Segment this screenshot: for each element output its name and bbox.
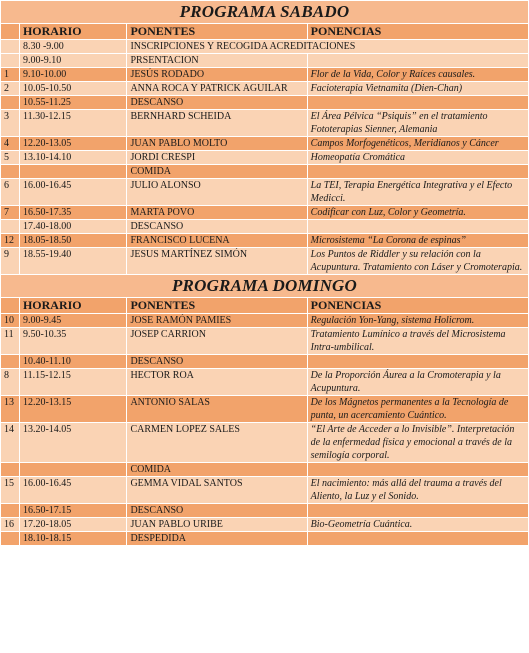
session-number: 2: [1, 82, 20, 96]
speaker-name: MARTA POVO: [127, 206, 307, 220]
session-number: 12: [1, 234, 20, 248]
sunday-banner: [1, 275, 529, 298]
talk-title: Regulación Yon-Yang, sistema Holicrom.: [307, 314, 528, 328]
header-ponencias: PONENCIAS: [307, 24, 528, 40]
program-row: [1, 396, 529, 423]
session-time: [19, 165, 126, 179]
session-number: [1, 54, 20, 68]
session-number: [1, 220, 20, 234]
session-time: 18.10-18.15: [19, 532, 126, 546]
talk-title: De los Mágnetos permanentes a la Tecnología de punta, un acercamiento Cuántico.: [307, 396, 528, 423]
speaker-name: DESCANSO: [127, 504, 307, 518]
program-row: [1, 477, 529, 504]
session-time: 10.55-11.25: [19, 96, 126, 110]
header-num: [1, 298, 20, 314]
session-number: 13: [1, 396, 20, 423]
session-time: 11.30-12.15: [19, 110, 126, 137]
talk-title: Bio-Geometría Cuántica.: [307, 518, 528, 532]
program-row: [1, 248, 529, 275]
speaker-name: FRANCISCO LUCENA: [127, 234, 307, 248]
header-horario: HORARIO: [19, 298, 126, 314]
speaker-name: DESCANSO: [127, 220, 307, 234]
program-row: [1, 463, 529, 477]
session-time: 18.05-18.50: [19, 234, 126, 248]
speaker-name: JUAN PABLO URIBE: [127, 518, 307, 532]
talk-title: Flor de la Vida, Color y Raíces causales.: [307, 68, 528, 82]
session-time: 11.15-12.15: [19, 369, 126, 396]
speaker-name: JOSE RAMÓN PAMIES: [127, 314, 307, 328]
program-row: [1, 220, 529, 234]
program-row: [1, 151, 529, 165]
session-number: 6: [1, 179, 20, 206]
header-ponencias: PONENCIAS: [307, 298, 528, 314]
talk-title: [307, 504, 528, 518]
speaker-name: ANNA ROCA Y PATRICK AGUILAR: [127, 82, 307, 96]
session-number: 16: [1, 518, 20, 532]
saturday-header-row: [1, 24, 529, 40]
speaker-name: COMIDA: [127, 165, 307, 179]
session-time: 10.05-10.50: [19, 82, 126, 96]
header-horario: HORARIO: [19, 24, 126, 40]
session-time: 13.10-14.10: [19, 151, 126, 165]
program-row: [1, 110, 529, 137]
sunday-section: [1, 275, 529, 546]
talk-title: De la Proporción Áurea a la Cromoterapia y la Acupuntura.: [307, 369, 528, 396]
session-number: 4: [1, 137, 20, 151]
session-time: 18.55-19.40: [19, 248, 126, 275]
speaker-name: JORDI CRESPI: [127, 151, 307, 165]
program-row: [1, 82, 529, 96]
program-row: [1, 355, 529, 369]
speaker-name: CARMEN LOPEZ SALES: [127, 423, 307, 463]
speaker-name: JUAN PABLO MOLTO: [127, 137, 307, 151]
session-time: 16.50-17.15: [19, 504, 126, 518]
saturday-banner: [1, 1, 529, 24]
program-row: [1, 165, 529, 179]
session-time: 9.50-10.35: [19, 328, 126, 355]
speaker-name: GEMMA VIDAL SANTOS: [127, 477, 307, 504]
session-time: 9.10-10.00: [19, 68, 126, 82]
speaker-name: COMIDA: [127, 463, 307, 477]
speaker-name: DESCANSO: [127, 355, 307, 369]
session-number: 14: [1, 423, 20, 463]
session-number: [1, 165, 20, 179]
sunday-title: PROGRAMA DOMINGO: [1, 275, 529, 298]
session-number: 9: [1, 248, 20, 275]
session-time: 16.00-16.45: [19, 477, 126, 504]
talk-title: La TEI, Terapia Energética Integrativa y el Efecto Medicci.: [307, 179, 528, 206]
talk-title: Homeopatía Cromática: [307, 151, 528, 165]
program-row: [1, 206, 529, 220]
program-row: [1, 532, 529, 546]
program-row: [1, 518, 529, 532]
session-number: 8: [1, 369, 20, 396]
talk-title: Los Puntos de Riddler y su relación con la Acupuntura. Tratamiento con Láser y Cromoterapia.: [307, 248, 528, 275]
program-row: [1, 314, 529, 328]
talk-title: Codificar con Luz, Color y Geometría.: [307, 206, 528, 220]
session-time: 13.20-14.05: [19, 423, 126, 463]
session-time: 8.30 -9.00: [19, 40, 126, 54]
talk-title: [307, 355, 528, 369]
program-row: [1, 54, 529, 68]
saturday-section: [1, 1, 529, 275]
program-row: [1, 328, 529, 355]
session-time: 12.20-13.15: [19, 396, 126, 423]
speaker-name: INSCRIPCIONES Y RECOGIDA ACREDITACIONES: [127, 40, 529, 54]
session-time: 10.40-11.10: [19, 355, 126, 369]
session-time: 12.20-13.05: [19, 137, 126, 151]
session-time: [19, 463, 126, 477]
program-row: [1, 137, 529, 151]
speaker-name: HECTOR ROA: [127, 369, 307, 396]
talk-title: Campos Morfogenéticos, Meridianos y Cáncer: [307, 137, 528, 151]
talk-title: [307, 463, 528, 477]
session-number: [1, 532, 20, 546]
talk-title: [307, 96, 528, 110]
session-time: 17.40-18.00: [19, 220, 126, 234]
program-row: [1, 504, 529, 518]
saturday-title: PROGRAMA SABADO: [1, 1, 529, 24]
speaker-name: ANTONIO SALAS: [127, 396, 307, 423]
session-number: 7: [1, 206, 20, 220]
speaker-name: DESPEDIDA: [127, 532, 307, 546]
talk-title: Facioterapia Vietnamita (Dien-Chan): [307, 82, 528, 96]
session-time: 9.00-9.10: [19, 54, 126, 68]
talk-title: [307, 532, 528, 546]
program-row: [1, 40, 529, 54]
speaker-name: JOSEP CARRION: [127, 328, 307, 355]
header-num: [1, 24, 20, 40]
session-number: [1, 96, 20, 110]
talk-title: Microsistema “La Corona de espinas”: [307, 234, 528, 248]
program-row: [1, 179, 529, 206]
session-time: 9.00-9.45: [19, 314, 126, 328]
session-time: 17.20-18.05: [19, 518, 126, 532]
sunday-header-row: [1, 298, 529, 314]
speaker-name: PRSENTACION: [127, 54, 307, 68]
session-number: 10: [1, 314, 20, 328]
session-number: [1, 355, 20, 369]
talk-title: El Área Pélvica “Psiquis” en el tratamiento Fototerapias Sienner, Alemania: [307, 110, 528, 137]
program-row: [1, 96, 529, 110]
header-ponentes: PONENTES: [127, 298, 307, 314]
header-ponentes: PONENTES: [127, 24, 307, 40]
session-number: 15: [1, 477, 20, 504]
session-number: 5: [1, 151, 20, 165]
speaker-name: JULIO ALONSO: [127, 179, 307, 206]
program-row: [1, 234, 529, 248]
program-row: [1, 68, 529, 82]
talk-title: [307, 165, 528, 179]
session-number: 11: [1, 328, 20, 355]
program-row: [1, 369, 529, 396]
speaker-name: JESUS MARTÍNEZ SIMÓN: [127, 248, 307, 275]
talk-title: [307, 220, 528, 234]
session-number: [1, 504, 20, 518]
program-row: [1, 423, 529, 463]
session-number: 3: [1, 110, 20, 137]
session-time: 16.50-17.35: [19, 206, 126, 220]
session-number: 1: [1, 68, 20, 82]
talk-title: “El Arte de Acceder a lo Invisible”. Interpretación de la enfermedad física y emocional a través de la semilogía corporal.: [307, 423, 528, 463]
speaker-name: JESÚS RODADO: [127, 68, 307, 82]
session-time: 16.00-16.45: [19, 179, 126, 206]
talk-title: [307, 54, 528, 68]
speaker-name: DESCANSO: [127, 96, 307, 110]
talk-title: Tratamiento Lumínico a través del Microsistema Intra-umbilical.: [307, 328, 528, 355]
talk-title: El nacimiento: más allá del trauma a través del Aliento, la Luz y el Sonido.: [307, 477, 528, 504]
speaker-name: BERNHARD SCHEIDA: [127, 110, 307, 137]
session-number: [1, 463, 20, 477]
session-number: [1, 40, 20, 54]
